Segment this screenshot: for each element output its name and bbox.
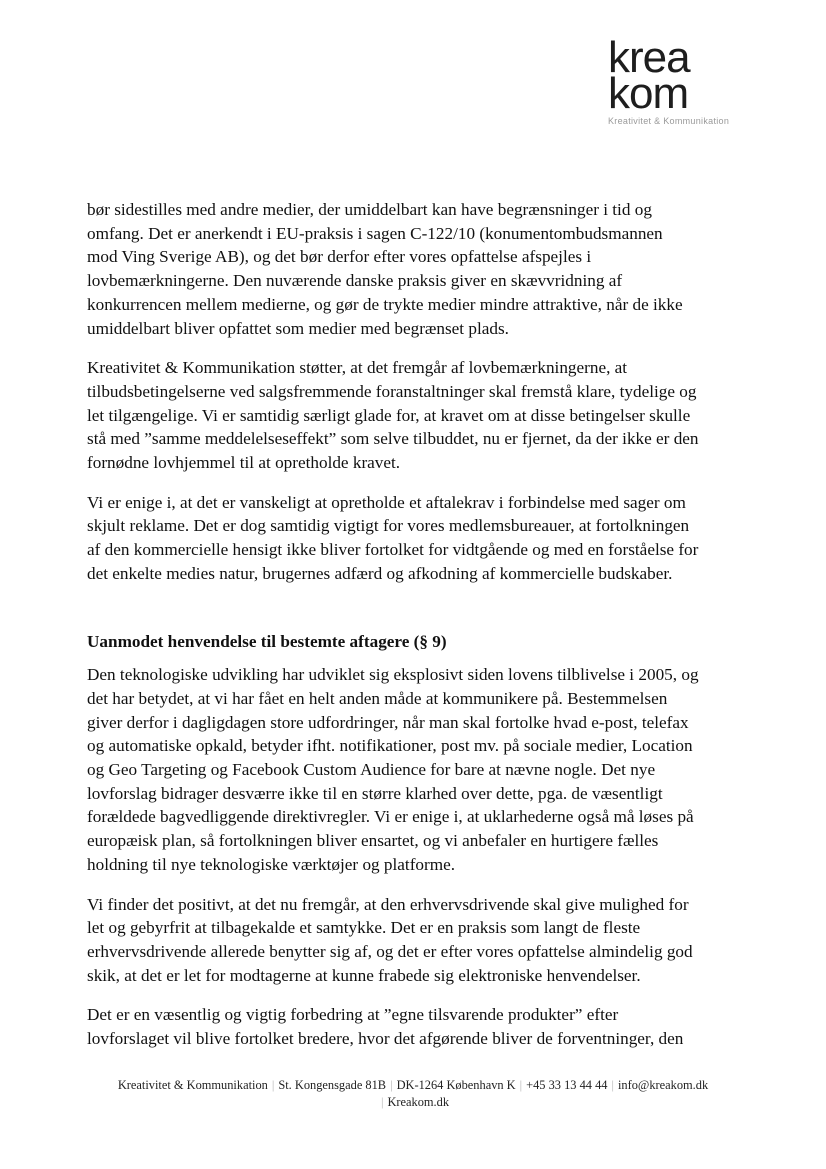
footer-org: Kreativitet & Kommunikation: [117, 1078, 268, 1092]
footer-line-2: [60, 1094, 766, 1111]
text-line: forældede bagvedliggende direktivregler. Vi er enige i, at uklarhederne også må løses på: [87, 807, 694, 827]
logo-word-kom: kom: [608, 69, 689, 118]
footer-line-1: [60, 1077, 766, 1094]
footer-phone: +45 33 13 44 44: [526, 1078, 608, 1092]
footer-city: DK-1264 København K: [396, 1078, 516, 1092]
section-heading: Uanmodet henvendelse til bestemte aftagere (§ 9): [87, 631, 447, 651]
text-line: lovforslag bidrager desværre ikke til en større klarhed over dette, pga. de væsentligt: [87, 783, 663, 803]
text-line: Vi finder det positivt, at det nu fremgår, at den erhvervsdrivende skal give mulighed for: [87, 894, 689, 914]
text-line: skik, at det er let for modtagerne at kunne frabede sig elektroniske henvendelser.: [87, 965, 641, 985]
paragraph-3: [87, 491, 747, 586]
page-footer: [60, 1077, 766, 1111]
text-line: holdning til nye teknologiske værktøjer og platforme.: [87, 854, 456, 874]
footer-separator: |: [271, 1078, 275, 1092]
logo-word-krea: krea: [608, 33, 690, 82]
footer-separator: |: [519, 1078, 523, 1092]
footer-separator: |: [380, 1095, 384, 1109]
paragraph-2: [87, 356, 747, 475]
text-line: stå med ”samme meddelelseseffekt” som selve tilbuddet, nu er fjernet, da der ikke er den: [87, 429, 699, 449]
text-line: fornødne lovhjemmel til at opretholde kravet.: [87, 453, 401, 473]
text-line: europæisk plan, så fortolkningen bliver ensartet, og vi anbefaler en hurtigere fælles: [87, 831, 659, 851]
text-line: af den kommercielle hensigt ikke bliver fortolket for vidtgående og med en forståelse for: [87, 540, 699, 560]
text-line: Vi er enige i, at det er vanskeligt at opretholde et aftalekrav i forbindelse med sager om: [87, 492, 686, 512]
document-body: [87, 198, 747, 1067]
paragraph-1: [87, 198, 747, 340]
text-line: det enkelte medies natur, brugernes adfærd og afkodning af kommercielle budskaber.: [87, 563, 673, 583]
text-line: let og gebyrfrit at tilbagekalde et samtykke. Det er en praksis som langt de fleste: [87, 918, 641, 938]
footer-address: St. Kongensgade 81B: [278, 1078, 387, 1092]
text-line: lovbemærkningerne. Den nuværende danske praksis giver en skævvridning af: [87, 271, 623, 291]
text-line: Det er en væsentlig og vigtig forbedring at ”egne tilsvarende produkter” efter: [87, 1005, 619, 1025]
text-line: og automatiske opkald, betyder ifht. notifikationer, post mv. på sociale medier, Location: [87, 736, 693, 756]
section-paragraph-3: [87, 1003, 747, 1050]
text-line: omfang. Det er anerkendt i EU-praksis i sagen C-122/10 (konumentombudsmannen: [87, 223, 663, 243]
text-line: det har betydet, at vi har fået en helt anden måde at kommunikere på. Bestemmelsen: [87, 688, 668, 708]
text-line: let tilgængelige. Vi er samtidig særligt glade for, at kravet om at disse betingelser skulle: [87, 405, 691, 425]
footer-email[interactable]: info@kreakom.dk: [617, 1078, 709, 1092]
text-line: skjult reklame. Det er dog samtidig vigtigt for vores medlemsbureauer, at fortolkningen: [87, 516, 690, 536]
footer-separator: |: [611, 1078, 614, 1092]
text-line: mod Ving Sverige AB), og det bør derfor efter vores opfattelse afspejles i: [87, 247, 592, 267]
text-line: Den teknologiske udvikling har udviklet sig eksplosivt siden lovens tilblivelse i 2005, og: [87, 665, 699, 685]
text-line: Kreativitet & Kommunikation støtter, at det fremgår af lovbemærkningerne, at: [87, 358, 628, 378]
text-line: lovforslaget vil blive fortolket bredere, hvor det afgørende bliver de forventninger, den: [87, 1029, 684, 1049]
text-line: og Geo Targeting og Facebook Custom Audience for bare at nævne nogle. Det nye: [87, 760, 656, 780]
text-line: bør sidestilles med andre medier, der umiddelbart kan have begrænsninger i tid og: [87, 200, 652, 219]
text-line: tilbudsbetingelserne ved salgsfremmende foranstaltninger skal fremstå klare, tydelige og: [87, 381, 697, 401]
text-line: erhvervsdrivende allerede benytter sig af, og det er efter vores opfattelse almindelig god: [87, 941, 693, 961]
text-line: konkurrencen mellem medierne, og gør de trykte medier mindre attraktive, når de ikke: [87, 294, 683, 314]
footer-separator: |: [390, 1078, 393, 1092]
text-line: umiddelbart bliver opfattet som medier med begrænset plads.: [87, 318, 509, 338]
kreakom-logo: [590, 33, 740, 128]
section-paragraph-1: [87, 663, 747, 876]
logo-tagline: Kreativitet & Kommunikation: [608, 116, 730, 126]
section-paragraph-2: [87, 893, 747, 988]
text-line: giver derfor i dagligdagen store udfordringer, når man skal fortolke hvad e-post, telefax: [87, 712, 689, 732]
footer-website[interactable]: Kreakom.dk: [387, 1095, 450, 1109]
